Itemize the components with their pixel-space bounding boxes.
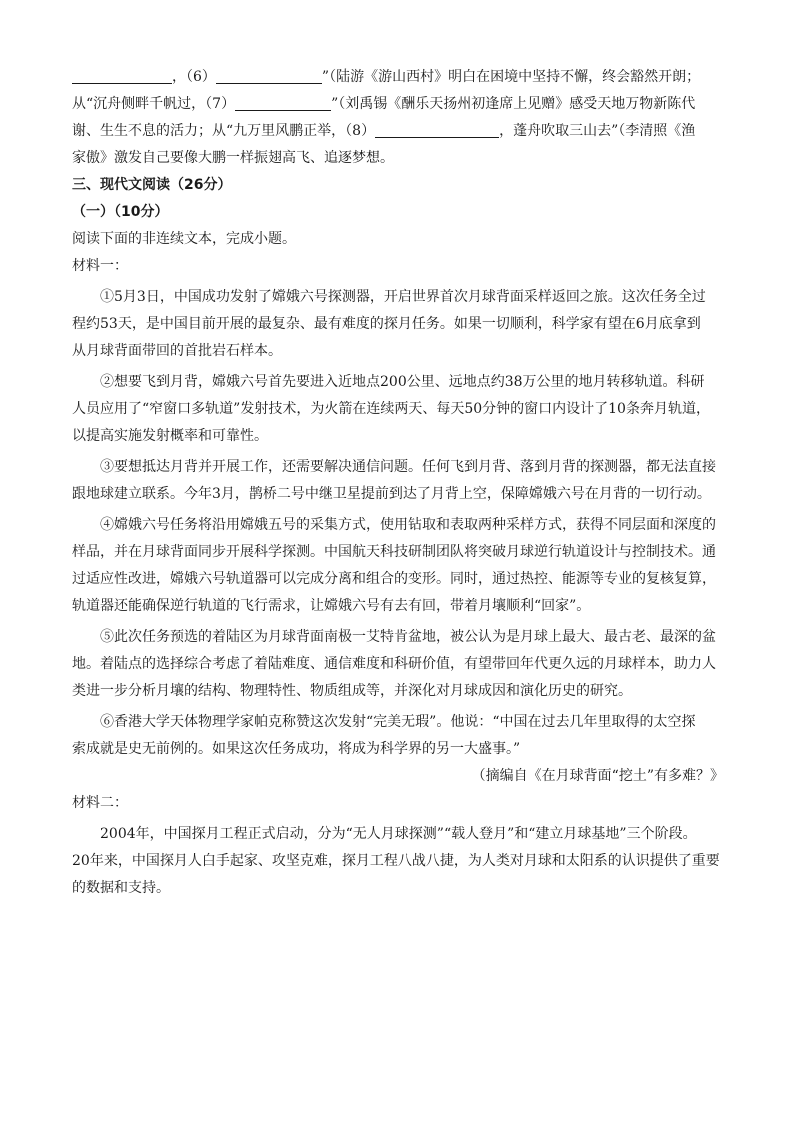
material2-line: 的数据和支持。 [72,880,170,896]
material1-line: 人员应用了“窄窗口多轨道”发射技术，为火箭在连续两天、每天50分钟的窗口内设计了10条奔月轨道， [72,401,710,417]
material2-line: 2004年，中国探月工程正式启动，分为“无人月球探测”“载人登月”和“建立月球基地”三个阶段。 [100,826,697,842]
material1-line: ②想要飞到月背，嫦娥六号首先要进入近地点200公里、远地点约38万公里的地月转移轨道。科研 [100,374,705,390]
material1-line: ④嫦娥六号任务将沿用嫦娥五号的采集方式，使用钻取和表取两种采样方式，获得不同层面和深度的 [100,517,716,533]
material2-body [72,821,724,902]
material1-line: 从月球背面带回的首批岩石样本。 [72,343,282,359]
material1-line: 地。着陆点的选择综合考虑了着陆难度、通信难度和科研价值，有望带回年代更久远的月球样本，助力人 [72,656,716,672]
material1-line: 样品，并在月球背面同步开展科学探测。中国航天科技研制团队将突破月球逆行轨道设计与控制技术。通 [72,544,716,560]
material1-line: 类进一步分析月壤的结构、物理特性、物质组成等，并深化对月球成因和演化历史的研究。 [72,683,632,699]
material2-line: 20年来，中国探月人白手起家、攻坚克难，探月工程八战八捷，为人类对月球和太阳系的认识提供了重要 [72,853,720,869]
material1-line: 跟地球建立联系。今年3月，鹊桥二号中继卫星提前到达了月背上空，保障嫦娥六号在月背的一切行动。 [72,486,711,502]
material1-source: （摘编自《在月球背面“挖土”有多难？》 [471,768,724,784]
material1-line: ③要想抵达月背并开展工作，还需要解决通信问题。任何飞到月背、落到月背的探测器，都无法直接 [100,459,716,475]
material1-line: ⑥香港大学天体物理学家帕克称赞这次发射“完美无瑕”。他说：“中国在过去几年里取得的太空探 [100,714,696,730]
material1-line: 轨道器还能确保逆行轨道的飞行需求，让嫦娥六号有去有回，带着月壤顺利“回家”。 [72,598,591,614]
poem-line-1: ，（6） ”（陆游《游山西村》明白在困境中坚持不懈，终会豁然开朗； [72,64,724,91]
poem-line-4: 家傲》激发自己要像大鹏一样振翅高飞、追逐梦想。 [72,150,394,166]
poem-line-3: 谢、生生不息的活力；从“九万里风鹏正举，（8） ，蓬舟吹取三山去”（李清照《渔 [72,123,696,139]
answer-blank-5[interactable] [72,67,172,84]
material1-line: ⑤此次任务预选的着陆区为月球背面南极一艾特肯盆地，被公认为是月球上最大、最古老、最深的盆 [100,629,716,645]
material2-label: 材料二： [72,795,128,811]
instruction: 阅读下面的非连续文本，完成小题。 [72,231,296,247]
answer-blank-6[interactable] [216,67,322,84]
sub-title: （一）（10分） [72,204,169,220]
material1-line: ①5月3日，中国成功发射了嫦娥六号探测器，开启世界首次月球背面采样返回之旅。这次任务全过 [100,289,706,305]
material1-line: 索成就是史无前例的。如果这次任务成功，将成为科学界的另一大盛事。” [72,741,521,757]
poem-line-2: 从“沉舟侧畔千帆过，（7） ”（刘禹锡《酬乐天扬州初逢席上见赠》感受天地万物新陈代 [72,96,696,112]
material1-line: 过适应性改进，嫦娥六号轨道器可以完成分离和组合的变形。同时，通过热控、能源等专业的复核复算， [72,571,716,587]
answer-blank-7[interactable] [235,94,331,111]
section-title: 三、现代文阅读（26分） [72,177,232,193]
material1-line: 以提高实施发射概率和可靠性。 [72,428,268,444]
document-page [72,64,724,902]
answer-blank-8[interactable] [375,121,499,138]
material1-body [72,284,724,763]
material1-label: 材料一： [72,258,128,274]
material1-line: 程约53天，是中国目前开展的最复杂、最有难度的探月任务。如果一切顺利，科学家有望在6月底拿到 [72,316,701,332]
